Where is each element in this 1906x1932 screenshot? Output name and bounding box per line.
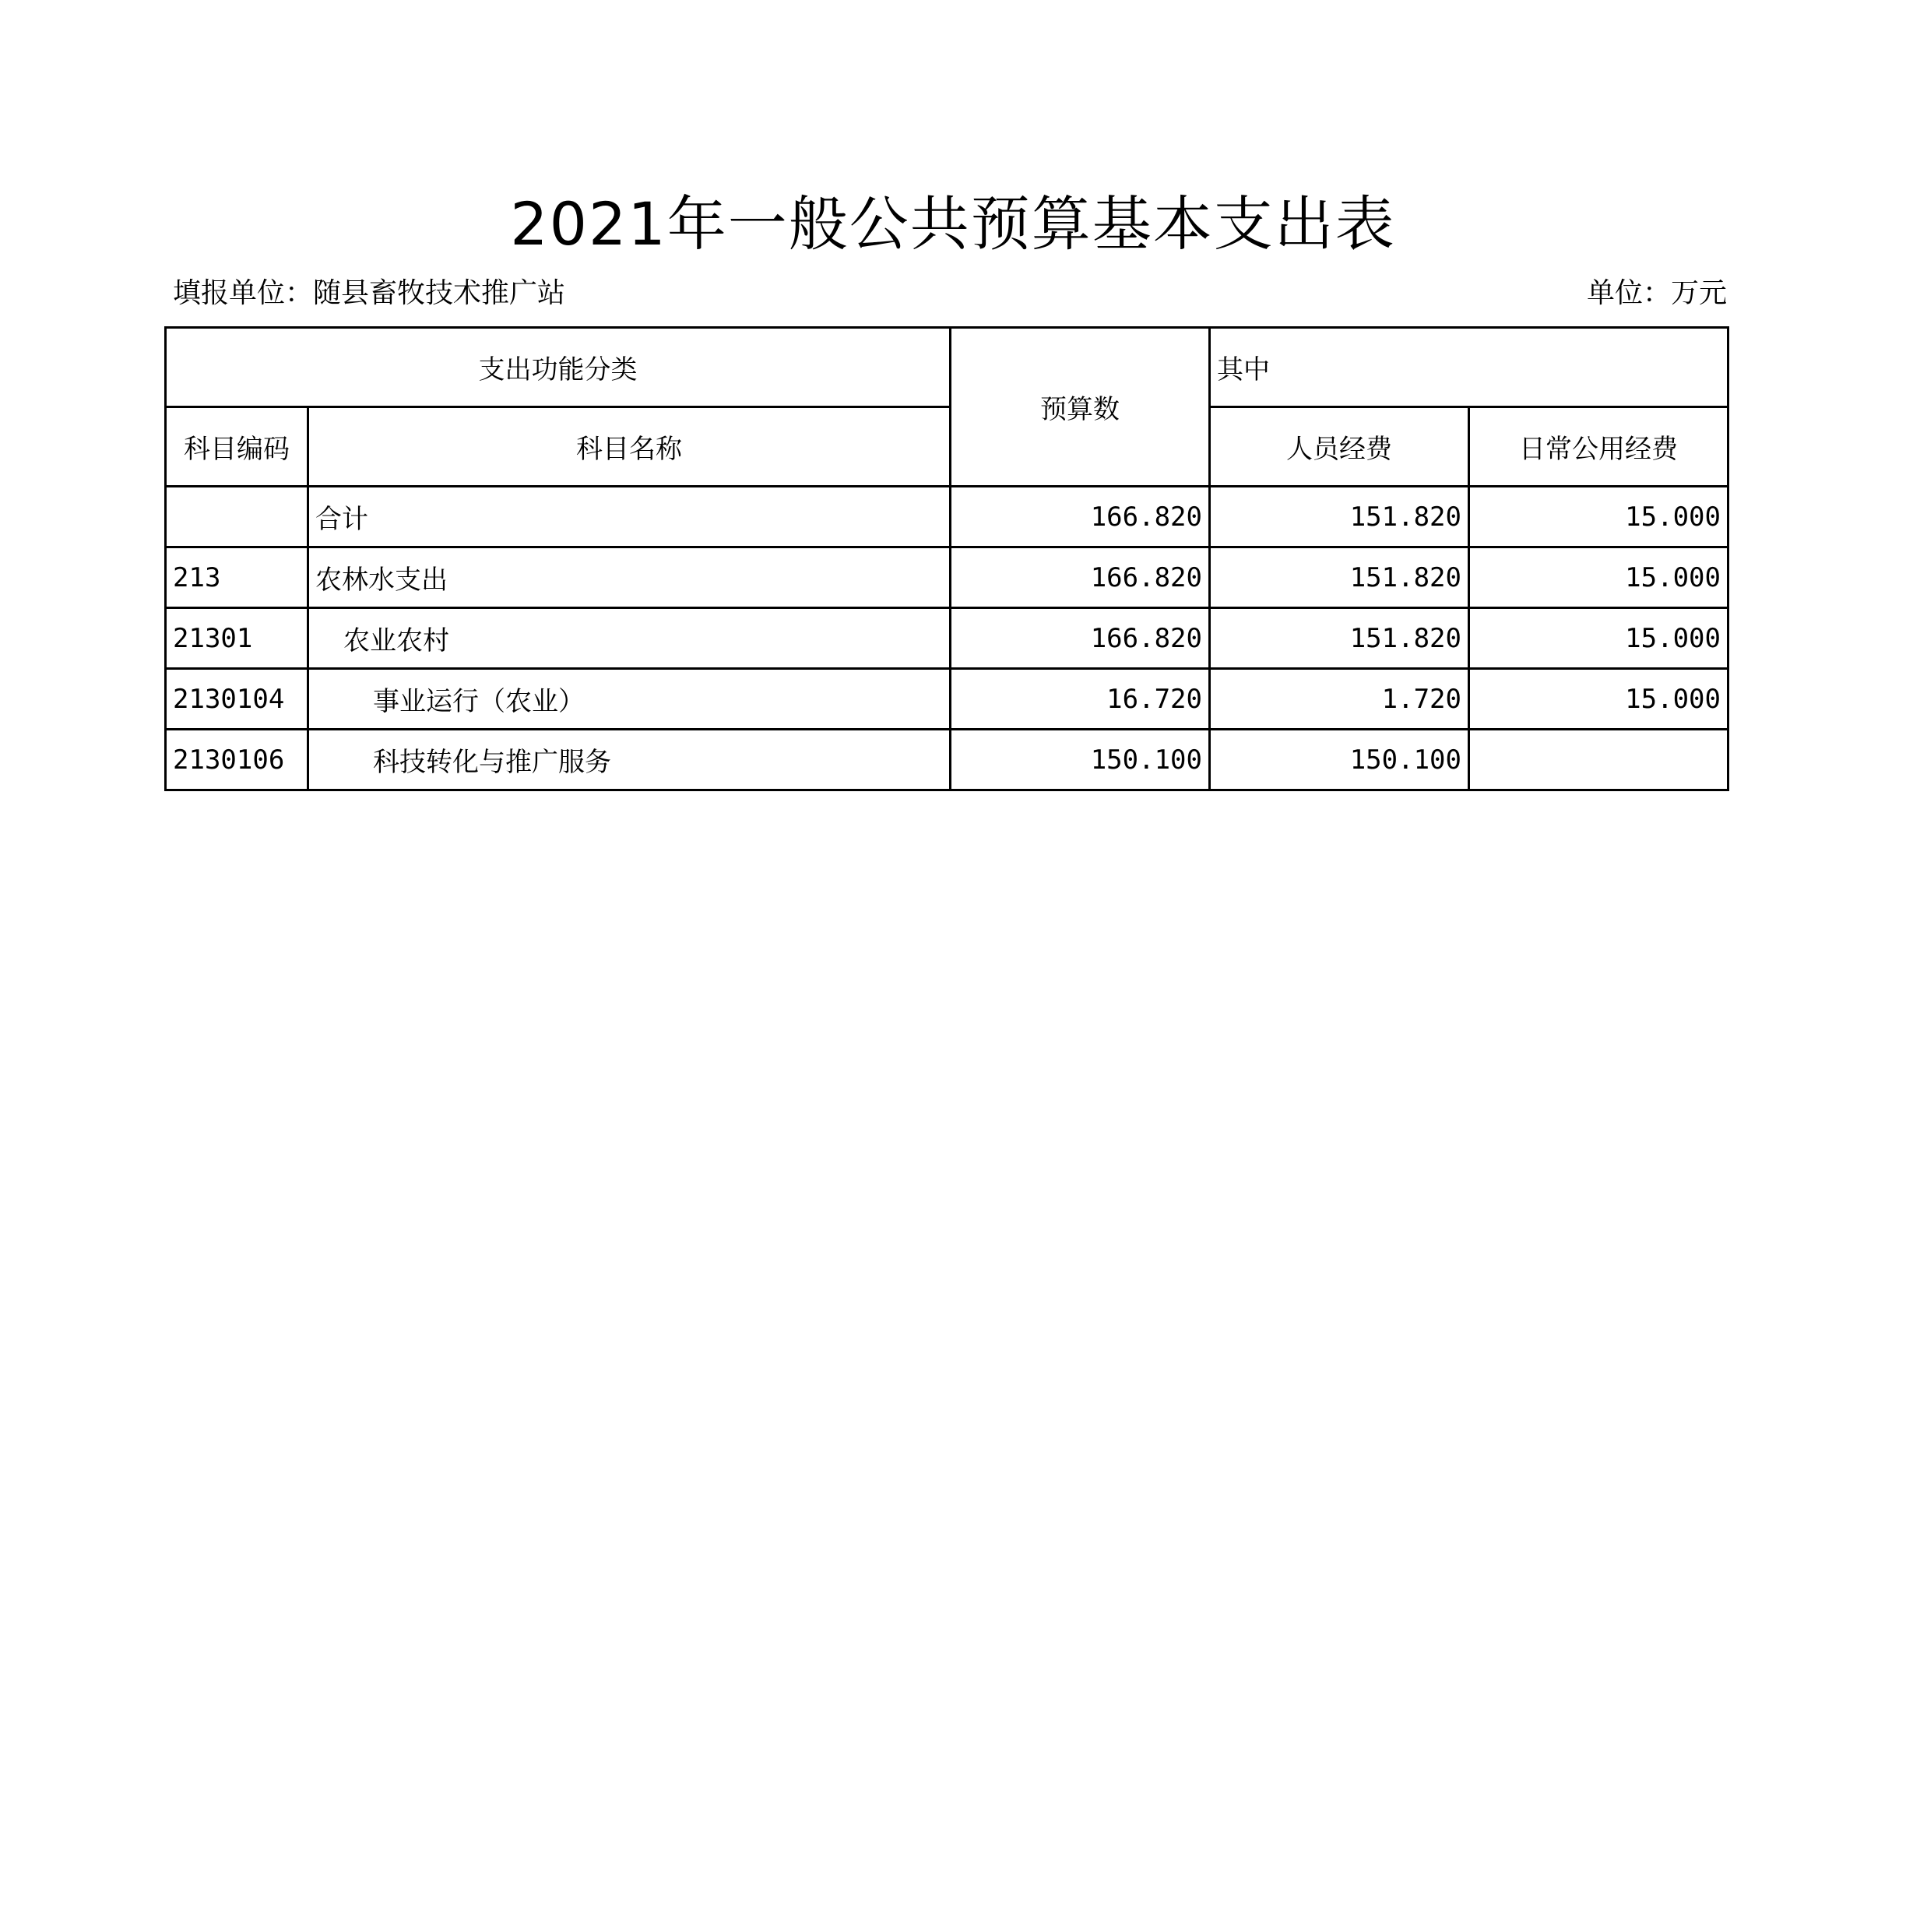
cell-budget: 166.820 <box>951 487 1210 547</box>
header-function-class: 支出功能分类 <box>166 328 951 407</box>
header-daily: 日常公用经费 <box>1469 407 1728 487</box>
header-row-1 <box>166 328 1728 407</box>
cell-personnel: 151.820 <box>1210 608 1469 669</box>
cell-personnel: 1.720 <box>1210 669 1469 730</box>
page-title: 2021年一般公共预算基本支出表 <box>510 189 1396 259</box>
cell-budget: 166.820 <box>951 547 1210 608</box>
table-row <box>166 608 1728 669</box>
cell-personnel: 150.100 <box>1210 730 1469 790</box>
header-code: 科目编码 <box>166 407 308 487</box>
cell-daily: 15.000 <box>1469 547 1728 608</box>
cell-daily: 15.000 <box>1469 669 1728 730</box>
cell-daily: 15.000 <box>1469 608 1728 669</box>
header-budget: 预算数 <box>951 328 1210 487</box>
cell-budget: 166.820 <box>951 608 1210 669</box>
table-row <box>166 730 1728 790</box>
currency-unit: 单位：万元 <box>1586 277 1727 309</box>
cell-code: 21301 <box>166 608 308 669</box>
header-of-which: 其中 <box>1210 328 1728 407</box>
cell-daily: 15.000 <box>1469 487 1728 547</box>
table-row <box>166 669 1728 730</box>
cell-name: 事业运行（农业） <box>308 669 951 730</box>
header-personnel: 人员经费 <box>1210 407 1469 487</box>
table-row <box>166 547 1728 608</box>
cell-personnel: 151.820 <box>1210 487 1469 547</box>
header-row-2 <box>166 407 1728 487</box>
cell-code: 2130104 <box>166 669 308 730</box>
cell-budget: 16.720 <box>951 669 1210 730</box>
cell-name: 科技转化与推广服务 <box>308 730 951 790</box>
reporting-unit: 填报单位：随县畜牧技术推广站 <box>173 277 566 309</box>
budget-table <box>164 326 1729 791</box>
header-name: 科目名称 <box>308 407 951 487</box>
cell-name: 合计 <box>308 487 951 547</box>
cell-code: 2130106 <box>166 730 308 790</box>
cell-name: 农业农村 <box>308 608 951 669</box>
cell-daily <box>1469 730 1728 790</box>
cell-personnel: 151.820 <box>1210 547 1469 608</box>
cell-budget: 150.100 <box>951 730 1210 790</box>
cell-name: 农林水支出 <box>308 547 951 608</box>
cell-code: 213 <box>166 547 308 608</box>
table-row <box>166 487 1728 547</box>
cell-code <box>166 487 308 547</box>
